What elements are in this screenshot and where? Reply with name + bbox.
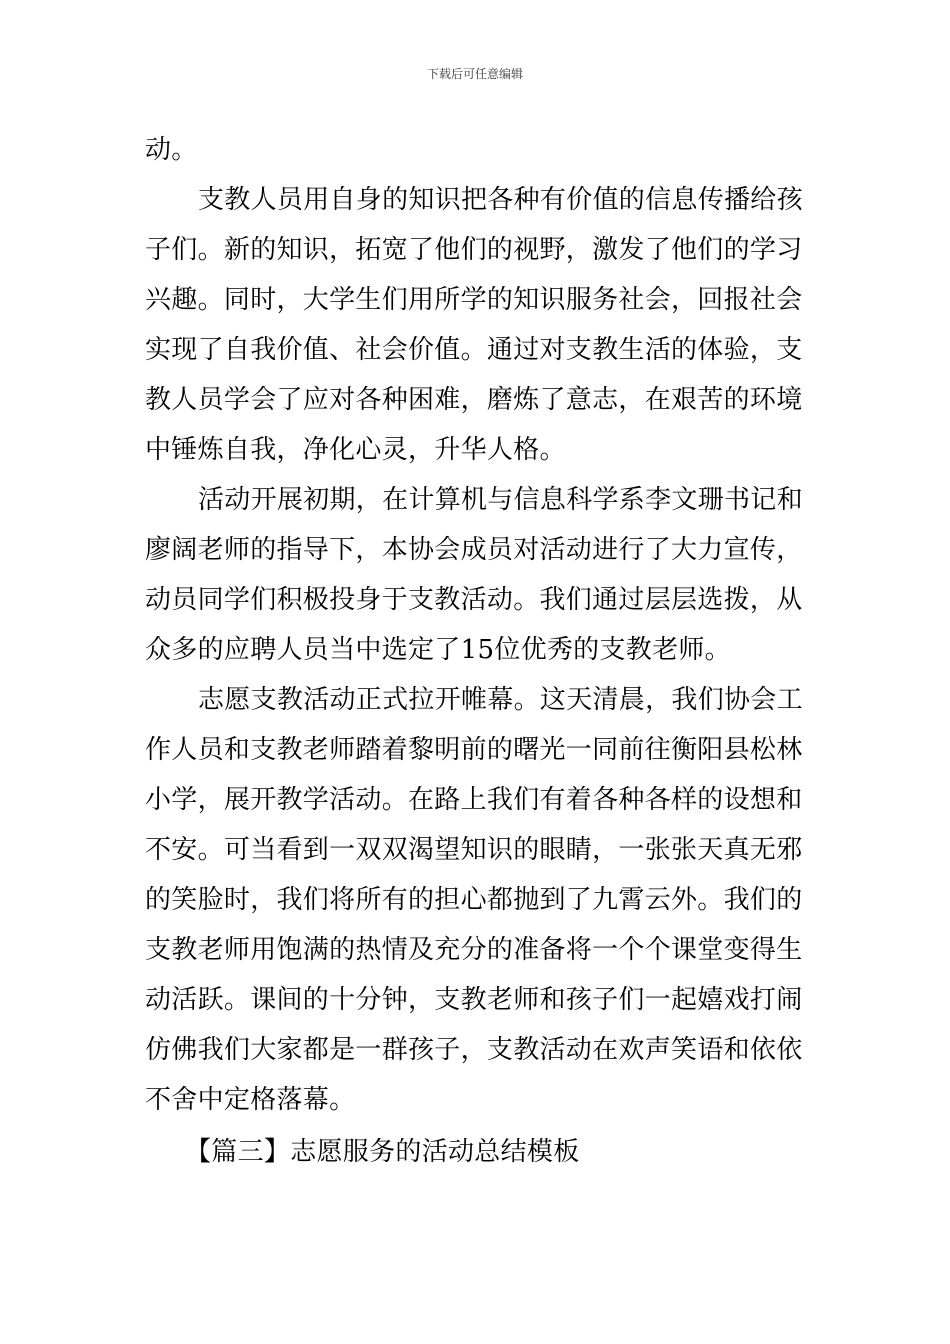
text-line: 中锤炼自我，净化心灵，升华人格。 bbox=[145, 435, 566, 465]
paragraph-teaching-value bbox=[145, 175, 807, 475]
text-line: 兴趣。同时，大学生们用所学的知识服务社会，回报社会 bbox=[145, 285, 803, 315]
text-line: 支教老师用饱满的热情及充分的准备将一个个课堂变得生 bbox=[145, 935, 803, 965]
text-line: 动员同学们积极投身于支教活动。我们通过层层选拨，从 bbox=[145, 585, 803, 615]
text-line: 仿佛我们大家都是一群孩子，支教活动在欢声笑语和依依 bbox=[145, 1035, 803, 1065]
section-heading: 【篇三】志愿服务的活动总结模板 bbox=[185, 1137, 580, 1167]
text-line: 小学，展开教学活动。在路上我们有着各种各样的设想和 bbox=[145, 785, 803, 815]
page-header: 下载后可任意编辑 bbox=[426, 67, 523, 81]
text-line: 活动开展初期，在计算机与信息科学系李文珊书记和 bbox=[198, 485, 803, 515]
text-line: 的笑脸时，我们将所有的担心都抛到了九霄云外。我们的 bbox=[145, 885, 803, 915]
text-line: 作人员和支教老师踏着黎明前的曙光一同前往衡阳县松林 bbox=[145, 735, 803, 765]
text-line: 不安。可当看到一双双渴望知识的眼睛，一张张天真无邪 bbox=[145, 835, 803, 865]
text-line: 不舍中定格落幕。 bbox=[145, 1085, 356, 1115]
text-line: 动。 bbox=[145, 135, 198, 165]
text-line: 支教人员用自身的知识把各种有价值的信息传播给孩 bbox=[198, 185, 803, 215]
text-line: 动活跃。课间的十分钟，支教老师和孩子们一起嬉戏打闹 bbox=[145, 985, 803, 1015]
text-line: 教人员学会了应对各种困难，磨炼了意志，在艰苦的环境 bbox=[145, 385, 803, 415]
paragraph-activity-start bbox=[145, 675, 807, 1125]
text-line: 子们。新的知识，拓宽了他们的视野，激发了他们的学习 bbox=[145, 235, 803, 265]
document-body bbox=[145, 125, 807, 1177]
text-line: 廖阔老师的指导下，本协会成员对活动进行了大力宣传， bbox=[145, 535, 803, 565]
text-line: 实现了自我价值、社会价值。通过对支教生活的体验，支 bbox=[145, 335, 803, 365]
paragraph-continuation bbox=[145, 125, 807, 175]
paragraph-early-stage bbox=[145, 475, 807, 675]
text-line: 志愿支教活动正式拉开帷幕。这天清晨，我们协会工 bbox=[198, 685, 803, 715]
text-line: 众多的应聘人员当中选定了15位优秀的支教老师。 bbox=[145, 635, 731, 665]
